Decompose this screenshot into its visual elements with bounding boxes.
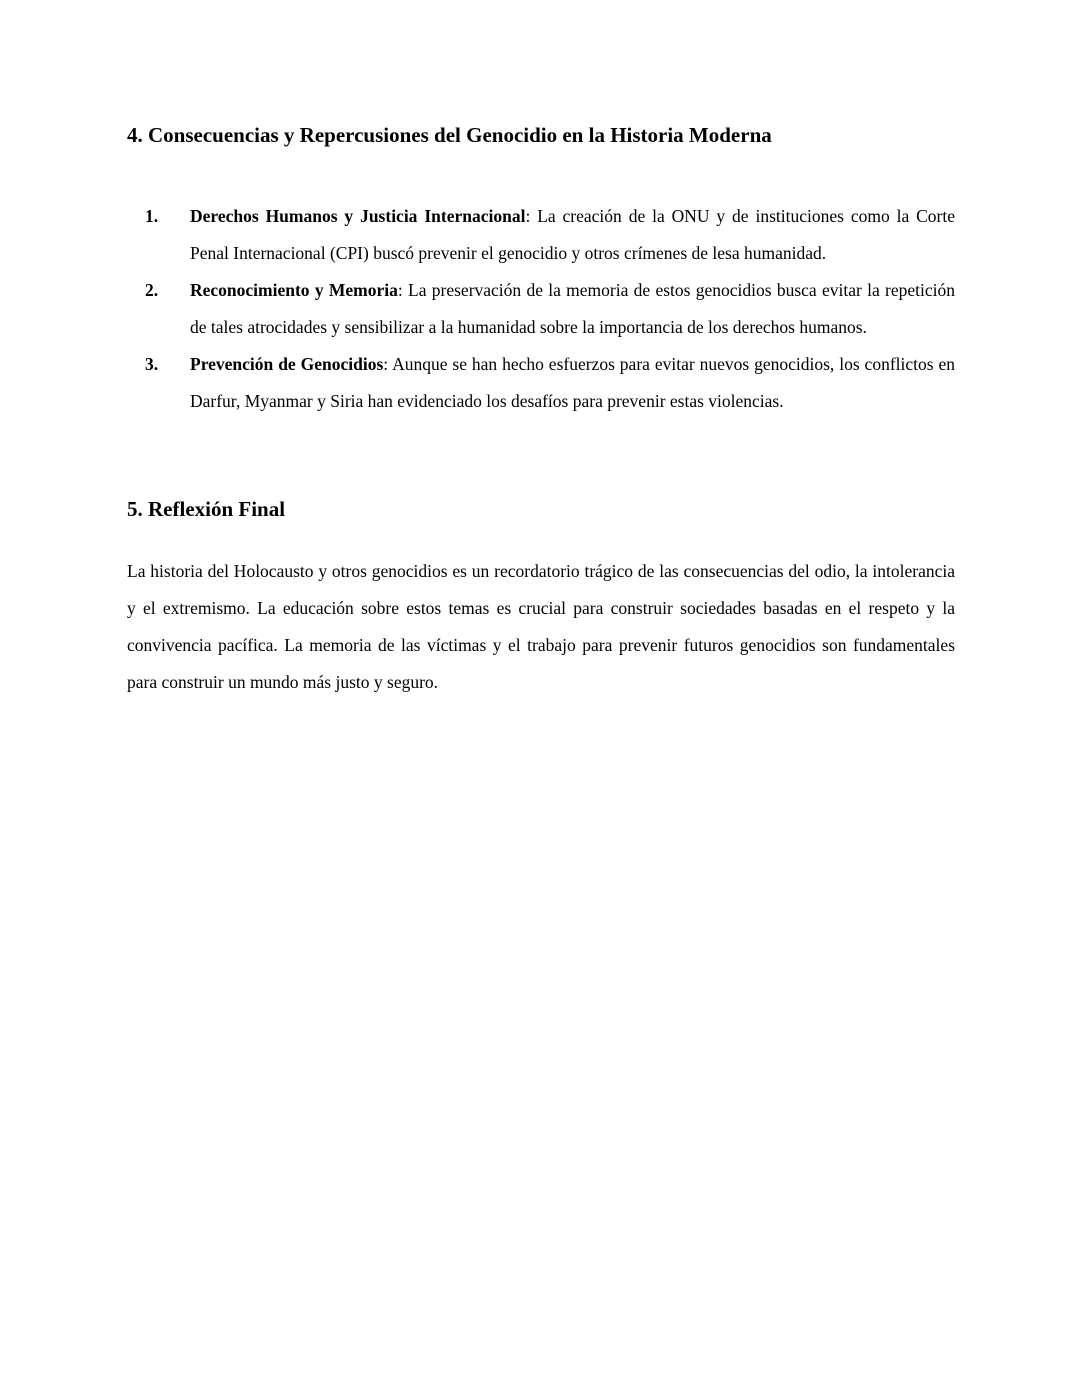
list-item-text: : Aunque se han hecho esfuerzos para evitar nuevos genocidios, los conflictos en Darfur, Myanmar y Siria han evidenciado los desafíos para prevenir estas violencias. bbox=[190, 354, 955, 412]
list-item-lead: Derechos Humanos y Justicia Internacional bbox=[190, 206, 526, 227]
list-item-text: : La preservación de la memoria de estos genocidios busca evitar la repetición de tales atrocidades y sensibilizar a la humanidad sobre la importancia de los derechos humanos. bbox=[190, 280, 955, 338]
list-item-number: 3. bbox=[145, 354, 159, 375]
final-paragraph: La historia del Holocausto y otros genocidios es un recordatorio trágico de las consecuencias del odio, la intolerancia y el extremismo. La educación sobre estos temas es crucial para construir sociedades basadas en el respeto y la convivencia pacífica. La memoria de las víctimas y el trabajo para prevenir futuros genocidios son fundamentales para construir un mundo más justo y seguro. bbox=[127, 560, 955, 692]
list-item-lead: Prevención de Genocidios bbox=[190, 354, 384, 375]
section-4-heading: 4. Consecuencias y Repercusiones del Genocidio en la Historia Moderna bbox=[127, 123, 772, 147]
list-item-text: : La creación de la ONU y de instituciones como la Corte Penal Internacional (CPI) buscó prevenir el genocidio y otros crímenes de lesa humanidad. bbox=[190, 206, 955, 264]
list-item bbox=[127, 272, 955, 346]
list-item-number: 1. bbox=[145, 206, 159, 227]
section-5-heading: 5. Reflexión Final bbox=[127, 497, 286, 522]
list-item bbox=[127, 198, 955, 272]
list-item-number: 2. bbox=[145, 280, 159, 301]
list-item bbox=[127, 346, 955, 420]
list-item-lead: Reconocimiento y Memoria bbox=[190, 280, 398, 301]
section-4-list bbox=[127, 198, 955, 420]
